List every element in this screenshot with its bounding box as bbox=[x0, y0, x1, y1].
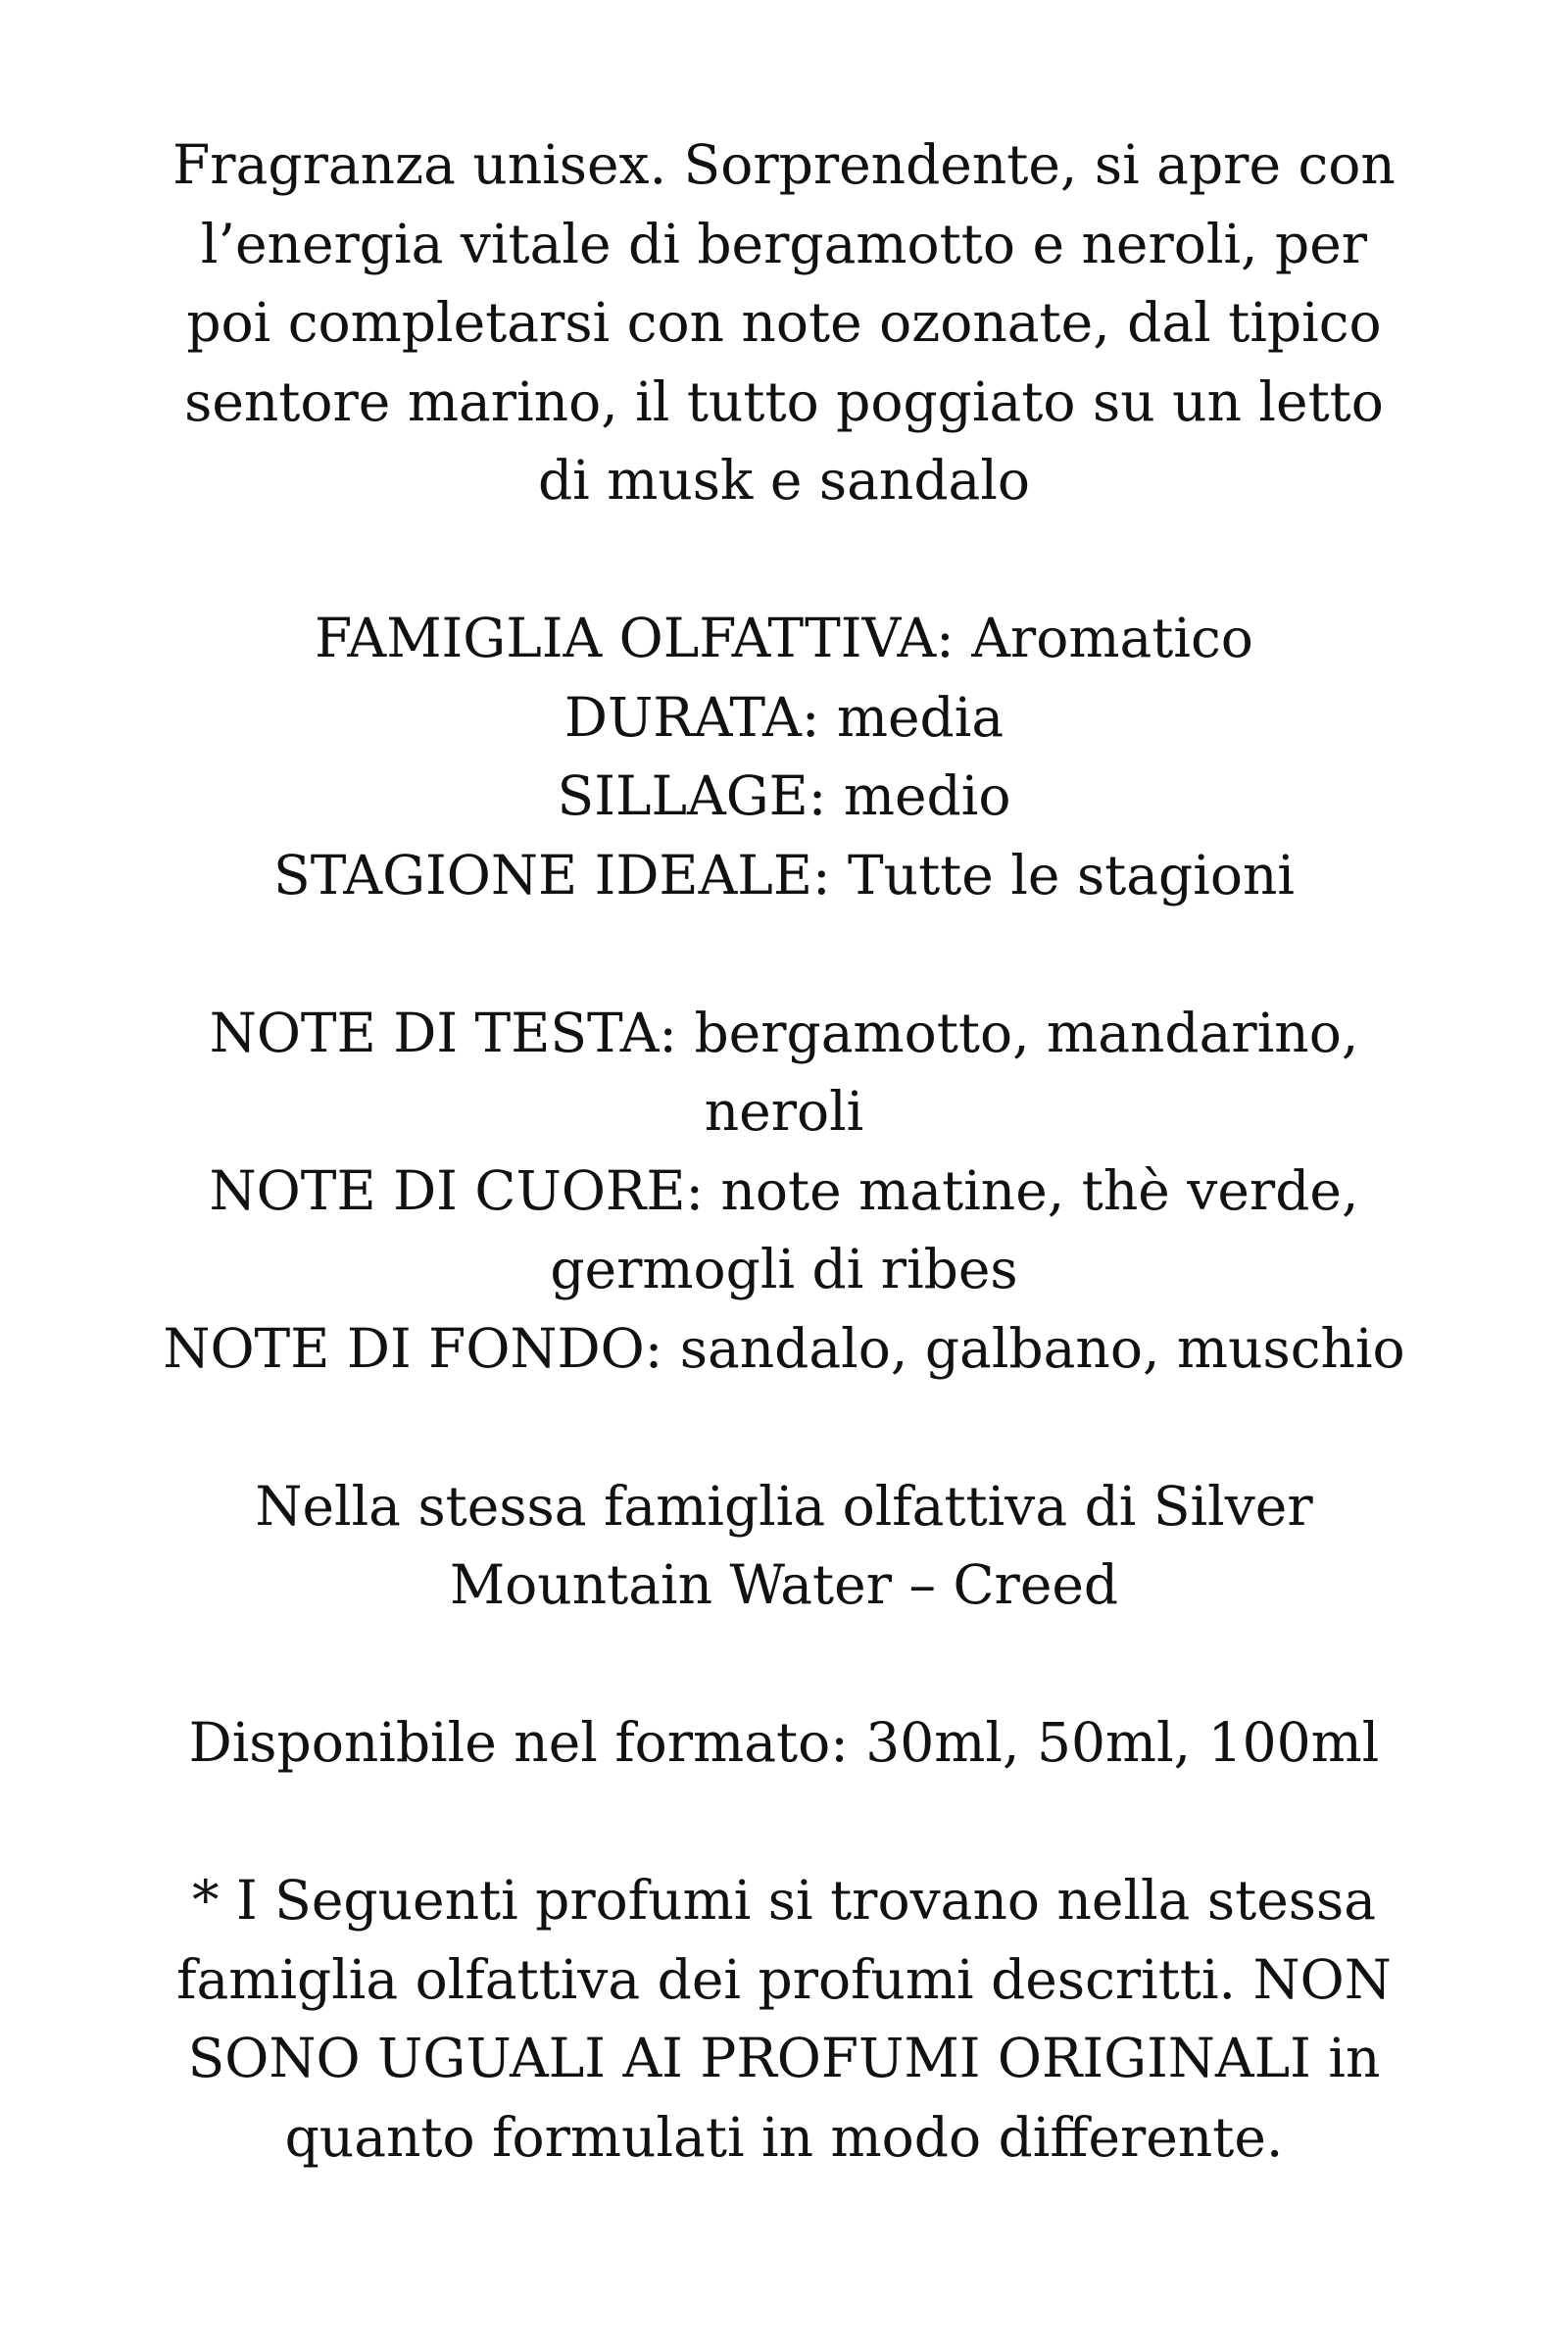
disclaimer-line: famiglia olfattiva dei profumi descritti. NON bbox=[176, 1947, 1392, 2011]
disclaimer-line: SONO UGUALI AI PROFUMI ORIGINALI in bbox=[187, 2027, 1381, 2089]
available-formats bbox=[0, 1703, 1568, 1783]
base-notes: NOTE DI FONDO: sandalo, galbano, muschio bbox=[163, 1316, 1405, 1380]
description-line: Fragranza unisex. Sorprendente, si apre con bbox=[172, 133, 1396, 196]
duration: DURATA: media bbox=[564, 685, 1004, 749]
heart-notes-continued: germogli di ribes bbox=[550, 1238, 1018, 1300]
top-notes: NOTE DI TESTA: bergamotto, mandarino, bbox=[209, 1001, 1359, 1064]
disclaimer bbox=[0, 1861, 1568, 2177]
disclaimer-line: * I Seguenti profumi si trovano nella stessa bbox=[191, 1869, 1377, 1932]
fragrance-characteristics bbox=[0, 599, 1568, 914]
description-line: di musk e sandalo bbox=[537, 449, 1031, 512]
formats-text: Disponibile nel formato: 30ml, 50ml, 100ml bbox=[188, 1711, 1380, 1774]
heart-notes: NOTE DI CUORE: note matine, thè verde, bbox=[209, 1158, 1359, 1222]
description-line: sentore marino, il tutto poggiato su un letto bbox=[184, 369, 1384, 433]
similar-fragrance-line: Mountain Water – Creed bbox=[449, 1553, 1119, 1616]
similar-fragrance bbox=[0, 1467, 1568, 1625]
description-line: poi completarsi con note ozonate, dal tipico bbox=[186, 291, 1382, 354]
description-line: l’energia vitale di bergamotto e neroli, per bbox=[200, 212, 1368, 275]
fragrance-notes bbox=[0, 994, 1568, 1389]
ideal-season: STAGIONE IDEALE: Tutte le stagioni bbox=[273, 843, 1295, 906]
similar-fragrance-line: Nella stessa famiglia olfattiva di Silver bbox=[255, 1474, 1313, 1538]
disclaimer-line: quanto formulati in modo differente. bbox=[284, 2105, 1284, 2169]
olfactory-family: FAMIGLIA OLFATTIVA: Aromatico bbox=[315, 607, 1253, 669]
fragrance-description bbox=[0, 125, 1568, 520]
sillage: SILLAGE: medio bbox=[557, 764, 1011, 827]
top-notes-continued: neroli bbox=[704, 1080, 864, 1143]
